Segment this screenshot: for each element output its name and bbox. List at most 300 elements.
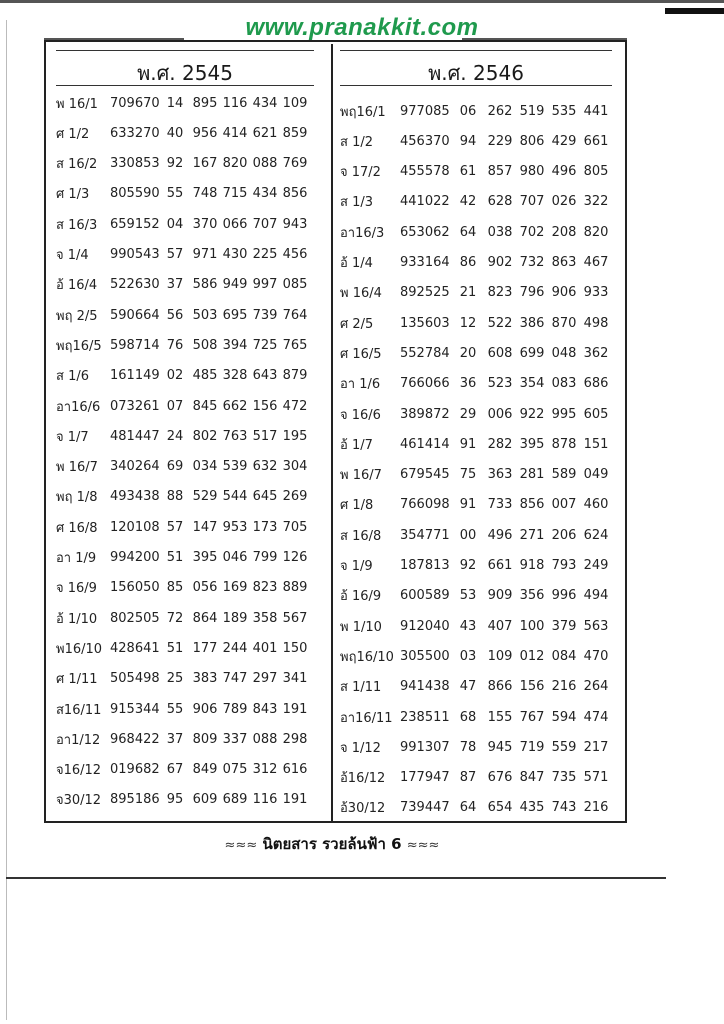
prize-number: 608 — [487, 345, 513, 361]
prize-number: 689 — [222, 792, 248, 808]
prize-number: 519 — [519, 103, 545, 119]
prize-number: 429 — [551, 133, 577, 149]
result-row — [340, 520, 612, 550]
prize-number: 902 — [487, 255, 513, 270]
prize-number: 878 — [551, 436, 577, 452]
prize-number: 799 — [252, 550, 278, 565]
prize-number: 823 — [252, 580, 278, 596]
prize-number: 609 — [192, 792, 218, 808]
prize-number: 012 — [519, 648, 545, 664]
prize-number: 494 — [583, 588, 609, 604]
draw-date: จ30/12 — [56, 793, 102, 809]
result-row — [340, 157, 612, 187]
first-prize-number: 895186 — [110, 792, 160, 808]
first-prize-number: 968422 — [110, 731, 160, 747]
prize-number: 767 — [519, 709, 545, 725]
first-prize-number: 941438 — [400, 679, 450, 695]
prize-number: 517 — [252, 428, 278, 444]
year-2545-column — [56, 50, 314, 809]
prize-number: 866 — [487, 679, 513, 695]
draw-date: อา16/6 — [56, 399, 101, 415]
draw-date: พ 16/7 — [56, 460, 98, 476]
prize-number: 430 — [222, 247, 248, 262]
result-row — [56, 664, 314, 694]
result-row — [340, 217, 612, 247]
prize-number: 980 — [519, 164, 545, 180]
first-prize-number: 330853 — [110, 156, 160, 172]
prize-number: 624 — [583, 527, 609, 543]
result-row — [56, 543, 314, 573]
draw-date: จ 16/6 — [340, 407, 381, 423]
prize-number: 857 — [487, 164, 513, 180]
prize-number: 699 — [519, 345, 545, 361]
result-row — [340, 399, 612, 429]
prize-number: 25 — [166, 671, 184, 687]
prize-number: 474 — [583, 709, 609, 725]
prize-number: 845 — [192, 398, 218, 414]
prize-number: 645 — [252, 489, 278, 505]
prize-number: 395 — [519, 436, 545, 452]
prize-number: 805 — [583, 164, 609, 180]
first-prize-number: 135603 — [400, 315, 450, 331]
ornament-right-icon: ≈≈≈ — [406, 838, 440, 853]
prize-number: 00 — [459, 527, 477, 543]
result-row — [56, 452, 314, 482]
prize-number: 156 — [519, 679, 545, 695]
prize-number: 395 — [192, 550, 218, 565]
prize-number: 806 — [519, 133, 545, 149]
prize-number: 889 — [282, 580, 308, 596]
prize-number: 116 — [222, 95, 248, 111]
prize-number: 264 — [583, 679, 609, 695]
prize-number: 864 — [192, 610, 218, 626]
prize-number: 085 — [282, 277, 308, 293]
prize-number: 217 — [583, 739, 609, 755]
prize-number: 847 — [519, 770, 545, 786]
prize-number: 36 — [459, 376, 477, 392]
prize-number: 643 — [252, 368, 278, 384]
result-row — [56, 240, 314, 270]
first-prize-number: 892525 — [400, 285, 450, 301]
prize-number: 312 — [252, 762, 278, 778]
draw-date: ส 16/3 — [56, 217, 98, 233]
prize-number: 53 — [459, 588, 477, 604]
result-row — [340, 763, 612, 793]
prize-number: 945 — [487, 739, 513, 755]
first-prize-number: 653062 — [400, 224, 450, 240]
result-row — [340, 96, 612, 126]
prize-number: 856 — [282, 186, 308, 202]
draw-date: อ้ 16/4 — [56, 278, 98, 294]
prize-number: 702 — [519, 224, 545, 240]
prize-number: 126 — [282, 550, 308, 565]
first-prize-number: 187813 — [400, 558, 450, 573]
draw-date: ส 16/8 — [340, 528, 382, 544]
prize-number: 809 — [192, 731, 218, 747]
prize-number: 322 — [583, 194, 609, 210]
first-prize-number: 156050 — [110, 580, 160, 596]
prize-number: 707 — [252, 216, 278, 232]
prize-number: 06 — [459, 103, 477, 119]
prize-number: 282 — [487, 436, 513, 452]
prize-number: 20 — [459, 345, 477, 361]
prize-number: 075 — [222, 762, 248, 778]
first-prize-number: 552784 — [400, 345, 450, 361]
prize-number: 109 — [282, 95, 308, 111]
prize-number: 498 — [583, 315, 609, 331]
draw-date: อา16/3 — [340, 225, 385, 241]
prize-number: 863 — [551, 255, 577, 270]
prize-number: 191 — [282, 701, 308, 717]
draw-date: ศ 1/3 — [56, 187, 90, 203]
prize-number: 434 — [252, 95, 278, 111]
prize-number: 523 — [487, 376, 513, 392]
prize-number: 739 — [252, 307, 278, 323]
prize-number: 996 — [551, 588, 577, 604]
prize-number: 056 — [192, 580, 218, 596]
prize-number: 820 — [583, 224, 609, 240]
draw-date: พ 16/4 — [340, 286, 382, 302]
prize-number: 971 — [192, 247, 218, 262]
prize-number: 616 — [282, 762, 308, 778]
first-prize-number: 679545 — [400, 467, 450, 483]
prize-number: 55 — [166, 701, 184, 717]
prize-number: 225 — [252, 247, 278, 262]
result-row — [56, 270, 314, 300]
result-row — [56, 149, 314, 179]
prize-number: 661 — [487, 558, 513, 573]
prize-number: 271 — [519, 527, 545, 543]
draw-date: พฤ16/10 — [340, 649, 394, 665]
prize-number: 92 — [459, 558, 477, 573]
prize-number: 496 — [487, 527, 513, 543]
draw-date: อ้ 1/7 — [340, 437, 373, 453]
prize-number: 849 — [192, 762, 218, 778]
prize-number: 92 — [166, 156, 184, 172]
prize-number: 12 — [459, 315, 477, 331]
prize-number: 522 — [487, 315, 513, 331]
prize-number: 048 — [551, 345, 577, 361]
prize-number: 467 — [583, 255, 609, 270]
first-prize-number: 305500 — [400, 648, 450, 664]
first-prize-number: 990543 — [110, 247, 160, 262]
prize-number: 67 — [166, 762, 184, 778]
prize-number: 661 — [583, 133, 609, 149]
prize-number: 567 — [282, 610, 308, 626]
prize-number: 563 — [583, 618, 609, 634]
prize-number: 796 — [519, 285, 545, 301]
result-row — [340, 187, 612, 217]
prize-number: 249 — [583, 558, 609, 573]
draw-date: พฤ 2/5 — [56, 308, 98, 324]
prize-number: 765 — [282, 337, 308, 353]
prize-number: 401 — [252, 640, 278, 656]
first-prize-number: 933164 — [400, 255, 450, 270]
prize-number: 155 — [487, 709, 513, 725]
ornament-left-icon: ≈≈≈ — [224, 838, 258, 853]
prize-number: 150 — [282, 640, 308, 656]
result-row — [340, 278, 612, 308]
draw-date: จ 1/12 — [340, 740, 381, 756]
prize-number: 995 — [551, 406, 577, 422]
prize-number: 435 — [519, 800, 545, 816]
prize-number: 589 — [551, 467, 577, 483]
first-prize-number: 340264 — [110, 459, 160, 475]
prize-number: 733 — [487, 497, 513, 513]
prize-number: 363 — [487, 467, 513, 483]
prize-number: 508 — [192, 337, 218, 353]
draw-date: อา16/11 — [340, 710, 393, 726]
prize-number: 191 — [282, 792, 308, 808]
prize-number: 100 — [519, 618, 545, 634]
draw-date: อ้ 1/10 — [56, 611, 98, 627]
first-prize-number: 441022 — [400, 194, 450, 210]
prize-number: 906 — [192, 701, 218, 717]
prize-number: 764 — [282, 307, 308, 323]
prize-number: 177 — [192, 640, 218, 656]
prize-number: 434 — [252, 186, 278, 202]
prize-number: 953 — [222, 519, 248, 535]
first-prize-number: 177947 — [400, 770, 450, 786]
prize-number: 088 — [252, 731, 278, 747]
prize-number: 24 — [166, 428, 184, 444]
first-prize-number: 994200 — [110, 550, 160, 565]
prize-number: 21 — [459, 285, 477, 301]
prize-number: 03 — [459, 648, 477, 664]
prize-number: 956 — [192, 125, 218, 141]
draw-date: ส 1/3 — [340, 195, 373, 211]
first-prize-number: 354771 — [400, 527, 450, 543]
prize-number: 14 — [166, 95, 184, 111]
prize-number: 707 — [519, 194, 545, 210]
prize-number: 69 — [166, 459, 184, 475]
draw-date: ศ 1/11 — [56, 672, 98, 688]
result-row — [56, 209, 314, 239]
first-prize-number: 238511 — [400, 709, 450, 725]
draw-date: ศ 1/2 — [56, 126, 90, 142]
prize-number: 715 — [222, 186, 248, 202]
magazine-title: นิตยสาร รวยล้นฟ้า 6 — [262, 835, 402, 853]
scan-edge-top — [0, 0, 724, 3]
prize-number: 151 — [583, 436, 609, 452]
prize-number: 383 — [192, 671, 218, 687]
prize-number: 503 — [192, 307, 218, 323]
result-row — [340, 551, 612, 581]
prize-number: 006 — [487, 406, 513, 422]
draw-date: อา 1/9 — [56, 551, 97, 566]
prize-number: 789 — [222, 701, 248, 717]
prize-number: 354 — [519, 376, 545, 392]
prize-number: 78 — [459, 739, 477, 755]
prize-number: 91 — [459, 436, 477, 452]
prize-number: 29 — [459, 406, 477, 422]
first-prize-number: 977085 — [400, 103, 450, 119]
prize-number: 394 — [222, 337, 248, 353]
first-prize-number: 590664 — [110, 307, 160, 323]
prize-number: 769 — [282, 156, 308, 172]
result-row — [56, 179, 314, 209]
page-bottom-rule — [6, 877, 666, 879]
first-prize-number: 802505 — [110, 610, 160, 626]
prize-number: 85 — [166, 580, 184, 596]
draw-date: พ16/10 — [56, 641, 103, 657]
result-row — [56, 361, 314, 391]
first-prize-number: 456370 — [400, 133, 450, 149]
prize-number: 370 — [192, 216, 218, 232]
prize-number: 167 — [192, 156, 218, 172]
prize-number: 414 — [222, 125, 248, 141]
prize-number: 57 — [166, 519, 184, 535]
prize-number: 68 — [459, 709, 477, 725]
first-prize-number: 739447 — [400, 800, 450, 816]
result-row — [340, 702, 612, 732]
prize-number: 719 — [519, 739, 545, 755]
result-row — [56, 724, 314, 754]
prize-number: 007 — [551, 497, 577, 513]
first-prize-number: 428641 — [110, 640, 160, 656]
result-row — [340, 338, 612, 368]
prize-number: 37 — [166, 277, 184, 293]
result-row — [340, 248, 612, 278]
prize-number: 083 — [551, 376, 577, 392]
draw-date: ส 16/2 — [56, 157, 98, 173]
prize-number: 594 — [551, 709, 577, 725]
prize-number: 763 — [222, 428, 248, 444]
prize-number: 895 — [192, 95, 218, 111]
result-row — [56, 88, 314, 118]
prize-number: 046 — [222, 550, 248, 565]
draw-date: ส 1/6 — [56, 369, 89, 385]
result-row — [340, 672, 612, 702]
prize-number: 07 — [166, 398, 184, 414]
prize-number: 662 — [222, 398, 248, 414]
result-row — [56, 118, 314, 148]
prize-number: 216 — [551, 679, 577, 695]
prize-number: 735 — [551, 770, 577, 786]
result-row — [56, 300, 314, 330]
prize-number: 725 — [252, 337, 278, 353]
result-row — [340, 429, 612, 459]
prize-number: 539 — [222, 459, 248, 475]
prize-number: 94 — [459, 133, 477, 149]
prize-number: 686 — [583, 376, 609, 392]
first-prize-number: 505498 — [110, 671, 160, 687]
result-row — [56, 482, 314, 512]
draw-date: อ้16/12 — [340, 771, 386, 787]
draw-date: จ 16/9 — [56, 581, 97, 597]
prize-number: 337 — [222, 731, 248, 747]
first-prize-number: 709670 — [110, 95, 160, 111]
prize-number: 173 — [252, 519, 278, 535]
prize-number: 156 — [252, 398, 278, 414]
result-row — [56, 633, 314, 663]
prize-number: 571 — [583, 770, 609, 786]
draw-date: อา 1/6 — [340, 377, 381, 393]
prize-number: 75 — [459, 467, 477, 483]
prize-number: 86 — [459, 255, 477, 270]
prize-number: 038 — [487, 224, 513, 240]
prize-number: 049 — [583, 467, 609, 483]
prize-number: 586 — [192, 277, 218, 293]
prize-number: 922 — [519, 406, 545, 422]
prize-number: 856 — [519, 497, 545, 513]
prize-number: 189 — [222, 610, 248, 626]
prize-number: 544 — [222, 489, 248, 505]
draw-date: พฤ 1/8 — [56, 490, 98, 506]
prize-number: 341 — [282, 671, 308, 687]
prize-number: 654 — [487, 800, 513, 816]
result-row — [340, 732, 612, 762]
first-prize-number: 991307 — [400, 739, 450, 755]
prize-number: 084 — [551, 648, 577, 664]
prize-number: 026 — [551, 194, 577, 210]
draw-date: จ 1/7 — [56, 429, 89, 445]
prize-number: 116 — [252, 792, 278, 808]
prize-number: 356 — [519, 588, 545, 604]
prize-number: 379 — [551, 618, 577, 634]
prize-number: 820 — [222, 156, 248, 172]
prize-number: 95 — [166, 792, 184, 808]
prize-number: 088 — [252, 156, 278, 172]
first-prize-number: 766066 — [400, 376, 450, 392]
prize-number: 066 — [222, 216, 248, 232]
prize-number: 244 — [222, 640, 248, 656]
prize-number: 628 — [487, 194, 513, 210]
result-row — [340, 641, 612, 671]
footer-caption — [0, 832, 664, 856]
prize-number: 262 — [487, 103, 513, 119]
prize-number: 147 — [192, 519, 218, 535]
prize-number: 456 — [282, 247, 308, 262]
prize-number: 485 — [192, 368, 218, 384]
column-title: พ.ศ. 2545 — [137, 61, 233, 85]
result-row — [340, 490, 612, 520]
prize-number: 208 — [551, 224, 577, 240]
prize-number: 943 — [282, 216, 308, 232]
column-title: พ.ศ. 2546 — [428, 61, 524, 85]
draw-date: อ้30/12 — [340, 801, 386, 817]
prize-number: 743 — [551, 800, 577, 816]
draw-date: พ 1/10 — [340, 619, 382, 635]
year-2546-column — [340, 50, 612, 817]
prize-number: 407 — [487, 618, 513, 634]
prize-number: 358 — [252, 610, 278, 626]
first-prize-number: 915344 — [110, 701, 160, 717]
prize-number: 304 — [282, 459, 308, 475]
first-prize-number: 633270 — [110, 125, 160, 141]
prize-number: 470 — [583, 648, 609, 664]
draw-date: จ 17/2 — [340, 165, 381, 181]
first-prize-number: 461414 — [400, 436, 450, 452]
prize-number: 64 — [459, 224, 477, 240]
draw-date: จ 1/9 — [340, 559, 373, 574]
draw-date: อา1/12 — [56, 732, 101, 748]
result-row — [340, 460, 612, 490]
result-row — [340, 308, 612, 338]
prize-number: 676 — [487, 770, 513, 786]
prize-number: 441 — [583, 103, 609, 119]
first-prize-number: 493438 — [110, 489, 160, 505]
draw-date: ส 1/11 — [340, 680, 382, 696]
first-prize-number: 481447 — [110, 428, 160, 444]
prize-number: 732 — [519, 255, 545, 270]
result-row — [56, 603, 314, 633]
first-prize-number: 019682 — [110, 762, 160, 778]
result-row — [56, 694, 314, 724]
prize-number: 109 — [487, 648, 513, 664]
prize-number: 51 — [166, 550, 184, 565]
prize-number: 621 — [252, 125, 278, 141]
